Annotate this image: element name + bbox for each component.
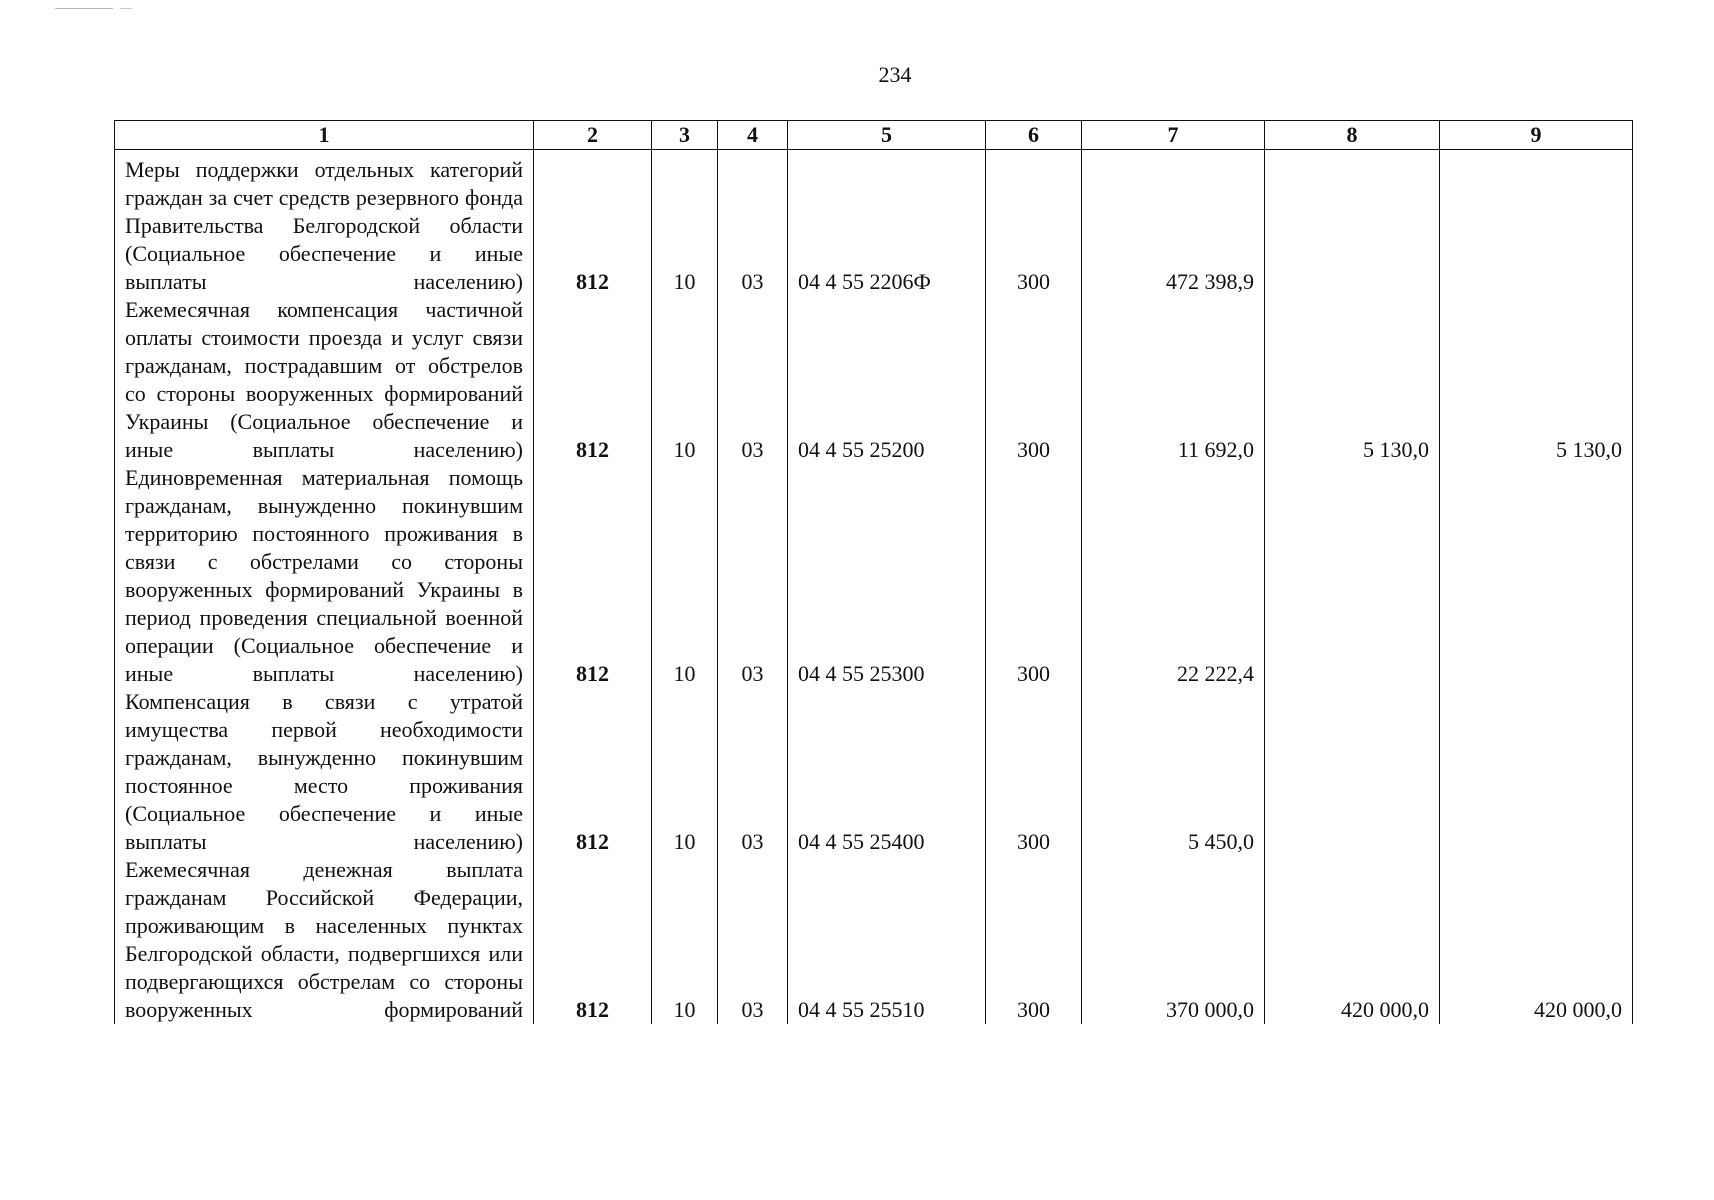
row-name: Единовременная материальная помощь гражданам, вынужденно покинувшим территорию постоянного проживания в связи с обстрелами со стороны вооруженных формирований Украины в период проведения специальной военной операции (Социальное обеспечение и иные выплаты населению) xyxy=(125,465,523,686)
target-article-cell: 04 4 55 25400 xyxy=(788,688,986,856)
amount-col7-cell: 5 450,0 xyxy=(1082,688,1265,856)
section-code-cell: 10 xyxy=(652,296,718,464)
expense-type-cell: 300 xyxy=(986,688,1082,856)
row-name-cell xyxy=(115,150,534,297)
header-cell-7: 7 xyxy=(1082,121,1265,150)
expense-type-cell: 300 xyxy=(986,464,1082,688)
table-row xyxy=(115,688,1633,856)
table-row xyxy=(115,150,1633,297)
budget-table xyxy=(114,120,1633,1024)
admin-code-cell: 812 xyxy=(534,150,652,297)
row-name: Меры поддержки отдельных категорий граждан за счет средств резервного фонда Правительства Белгородской области (Социальное обеспечение и иные выплаты населению) xyxy=(125,157,523,294)
row-name-cell xyxy=(115,296,534,464)
amount-col8-cell xyxy=(1265,688,1440,856)
target-article-cell: 04 4 55 25510 xyxy=(788,856,986,1024)
row-name-cell xyxy=(115,856,534,1024)
header-cell-1: 1 xyxy=(115,121,534,150)
amount-col8-cell: 5 130,0 xyxy=(1265,296,1440,464)
expense-type-cell: 300 xyxy=(986,150,1082,297)
table-header xyxy=(115,121,1633,150)
amount-col8-cell xyxy=(1265,464,1440,688)
header-cell-3: 3 xyxy=(652,121,718,150)
subsection-code-cell: 03 xyxy=(718,464,788,688)
section-code-cell: 10 xyxy=(652,464,718,688)
target-article-cell: 04 4 55 2206Ф xyxy=(788,150,986,297)
section-code-cell: 10 xyxy=(652,688,718,856)
amount-col7-cell: 370 000,0 xyxy=(1082,856,1265,1024)
header-row xyxy=(115,121,1633,150)
amount-col9-cell: 5 130,0 xyxy=(1440,296,1633,464)
header-cell-9: 9 xyxy=(1440,121,1633,150)
section-code-cell: 10 xyxy=(652,856,718,1024)
amount-col8-cell: 420 000,0 xyxy=(1265,856,1440,1024)
row-name: Ежемесячная денежная выплата гражданам Российской Федерации, проживающим в населенных пунктах Белгородской области, подвергшихся или подвергающихся обстрелам со стороны вооруженных формирований xyxy=(125,857,523,1022)
amount-col7-cell: 472 398,9 xyxy=(1082,150,1265,297)
table-row xyxy=(115,296,1633,464)
table-row xyxy=(115,464,1633,688)
table-body xyxy=(115,150,1633,1025)
target-article-cell: 04 4 55 25200 xyxy=(788,296,986,464)
amount-col7-cell: 22 222,4 xyxy=(1082,464,1265,688)
table-row xyxy=(115,856,1633,1024)
admin-code-cell: 812 xyxy=(534,296,652,464)
row-name-cell xyxy=(115,464,534,688)
subsection-code-cell: 03 xyxy=(718,296,788,464)
admin-code-cell: 812 xyxy=(534,464,652,688)
subsection-code-cell: 03 xyxy=(718,150,788,297)
admin-code-cell: 812 xyxy=(534,688,652,856)
amount-col9-cell xyxy=(1440,464,1633,688)
row-name-cell xyxy=(115,688,534,856)
subsection-code-cell: 03 xyxy=(718,856,788,1024)
row-name: Компенсация в связи с утратой имущества первой необходимости гражданам, вынужденно покинувшим постоянное место проживания (Социальное обеспечение и иные выплаты населению) xyxy=(125,689,523,854)
target-article-cell: 04 4 55 25300 xyxy=(788,464,986,688)
header-cell-5: 5 xyxy=(788,121,986,150)
amount-col8-cell xyxy=(1265,150,1440,297)
amount-col9-cell xyxy=(1440,150,1633,297)
header-cell-8: 8 xyxy=(1265,121,1440,150)
header-cell-4: 4 xyxy=(718,121,788,150)
amount-col9-cell: 420 000,0 xyxy=(1440,856,1633,1024)
expense-type-cell: 300 xyxy=(986,296,1082,464)
expense-type-cell: 300 xyxy=(986,856,1082,1024)
scan-artifact-line xyxy=(55,8,113,9)
page-number: 234 xyxy=(878,62,912,87)
section-code-cell: 10 xyxy=(652,150,718,297)
amount-col9-cell xyxy=(1440,688,1633,856)
header-cell-2: 2 xyxy=(534,121,652,150)
scan-artifact-line xyxy=(120,8,132,9)
header-cell-6: 6 xyxy=(986,121,1082,150)
amount-col7-cell: 11 692,0 xyxy=(1082,296,1265,464)
subsection-code-cell: 03 xyxy=(718,688,788,856)
admin-code-cell: 812 xyxy=(534,856,652,1024)
row-name: Ежемесячная компенсация частичной оплаты стоимости проезда и услуг связи гражданам, пострадавшим от обстрелов со стороны вооруженных формирований Украины (Социальное обеспечение и иные выплаты населению) xyxy=(125,297,523,462)
